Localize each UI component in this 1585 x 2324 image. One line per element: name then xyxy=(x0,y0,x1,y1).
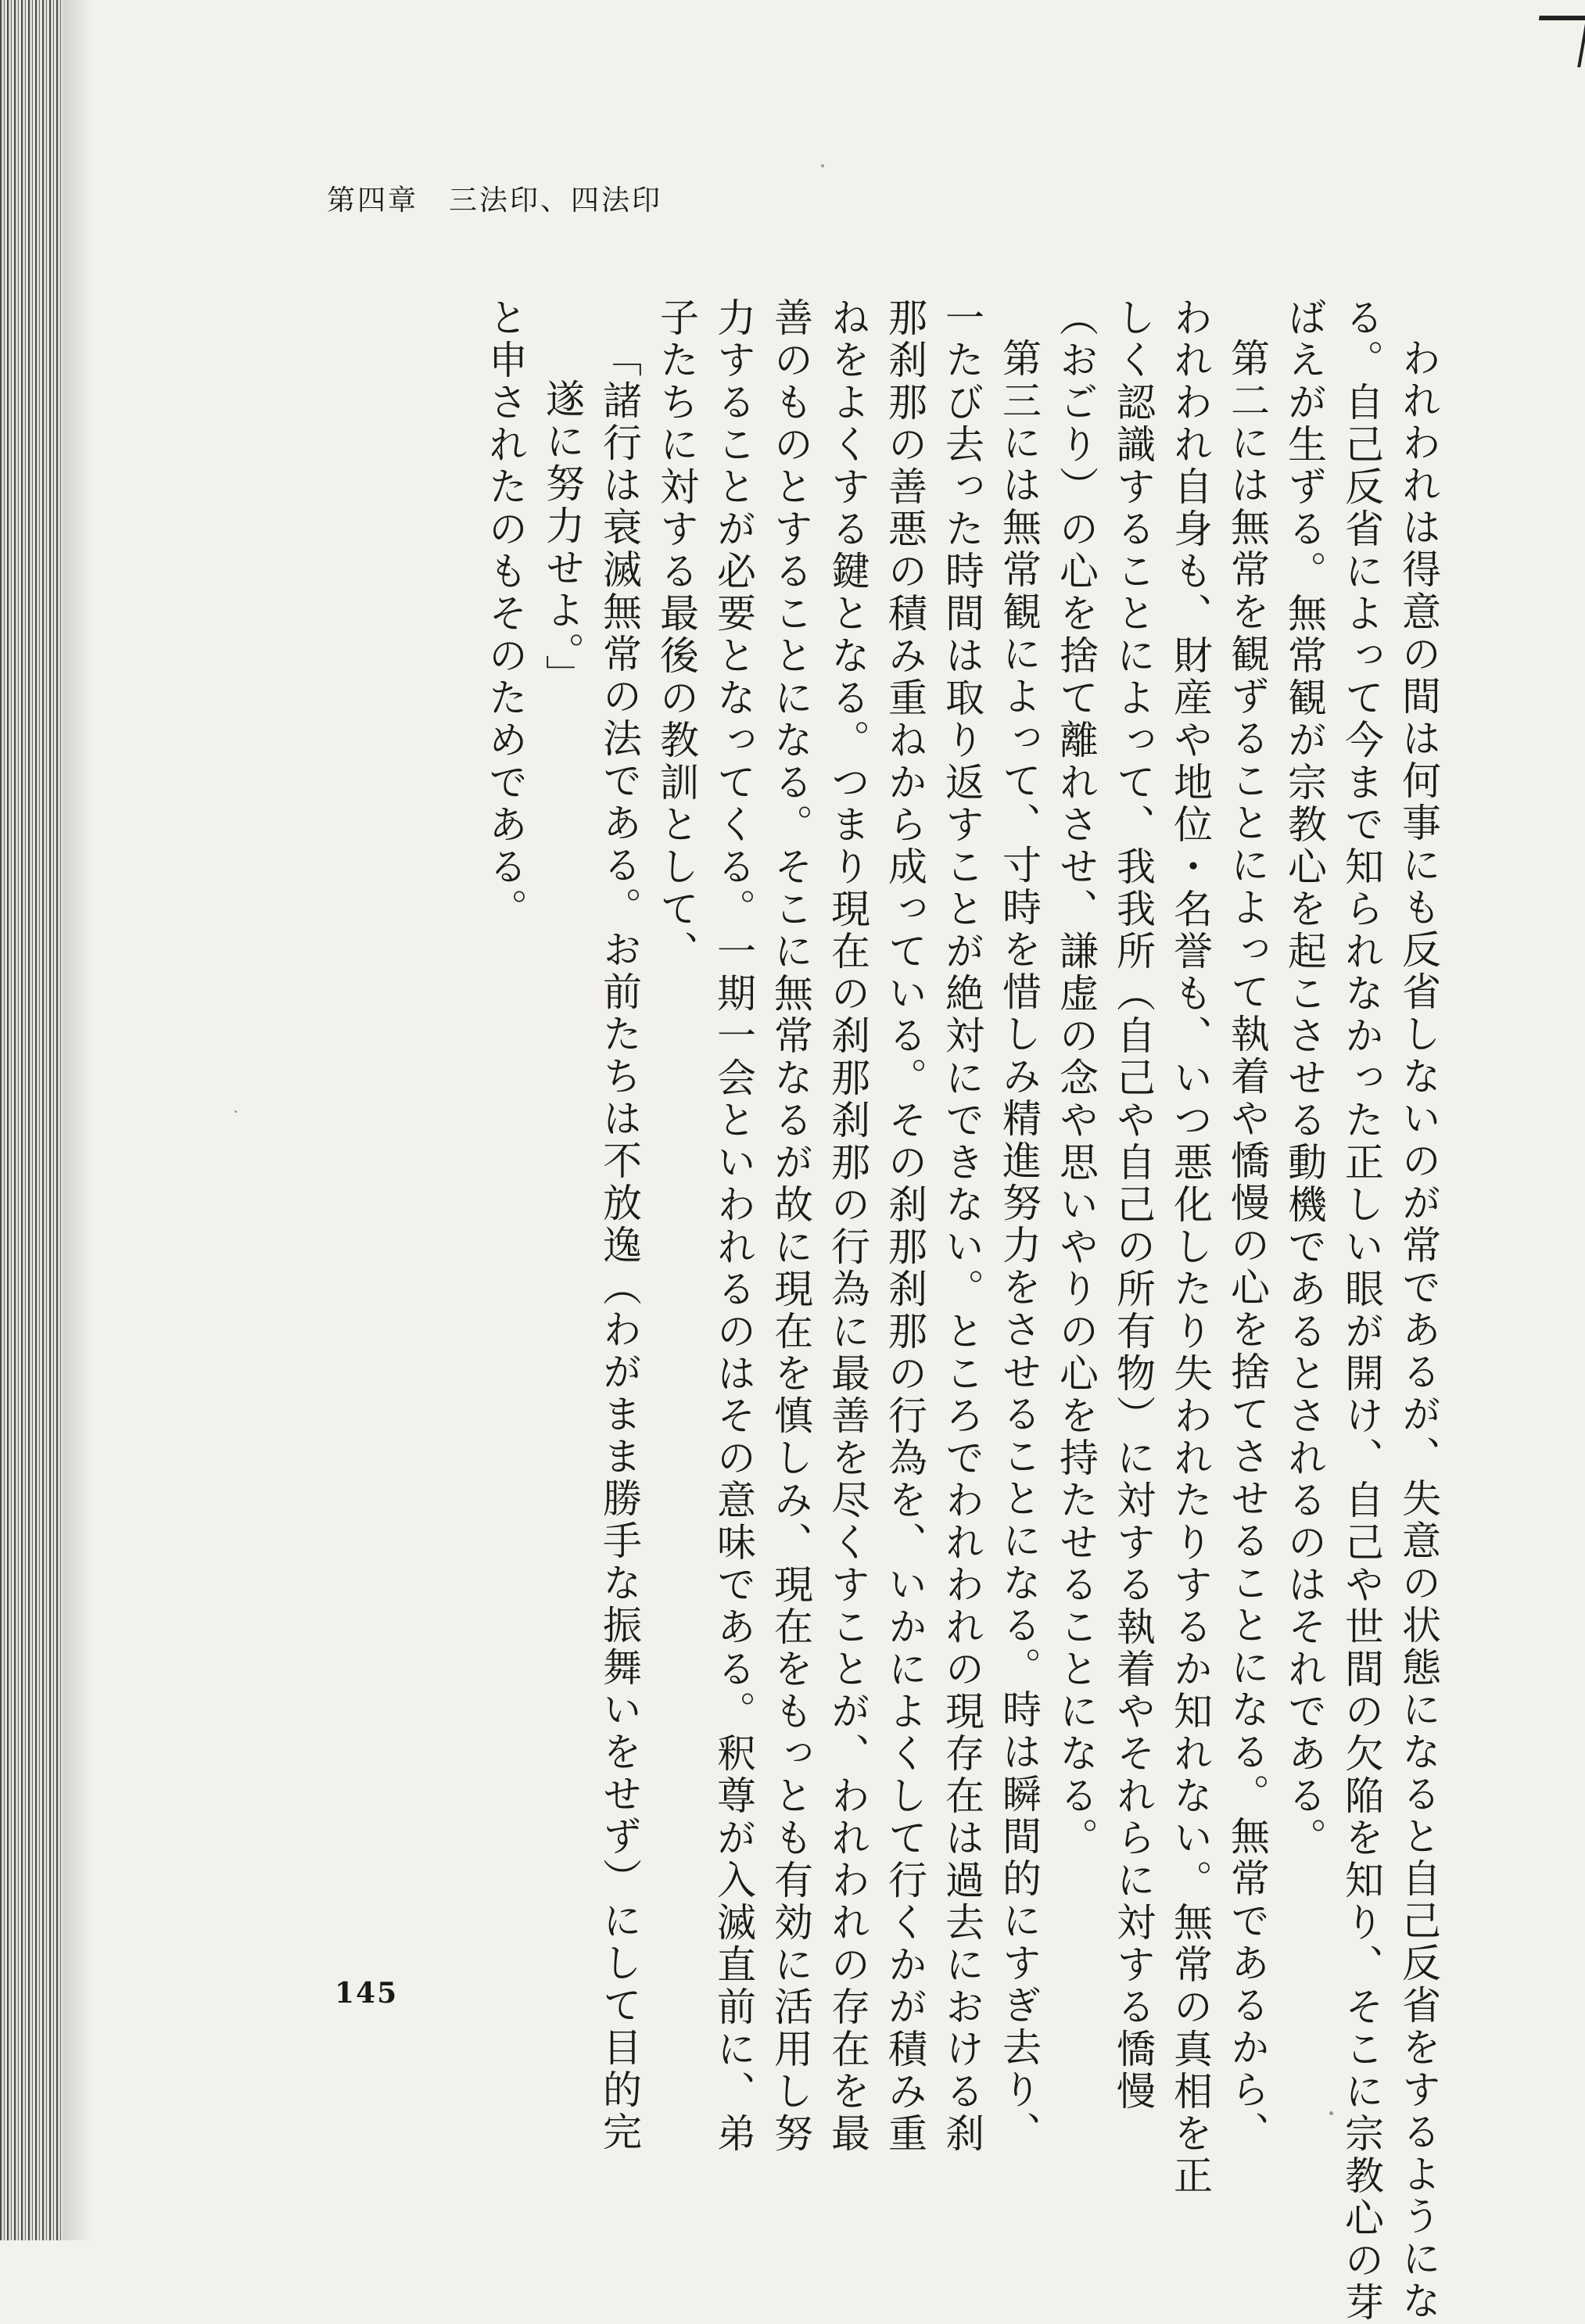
text-line: われわれ自身も、財産や地位・名誉も、いつ悪化したり失われたりするか知れない。無常の真相を正 xyxy=(1167,297,1213,2197)
text-line: 「諸行は衰滅無常の法である。お前たちは不放逸（わがまま勝手な振舞いをせず）にして目的完 xyxy=(597,338,642,2154)
text-line: 第二には無常を観ずることによって執着や憍慢の心を捨てさせることになる。無常であるから、 xyxy=(1225,338,1270,2154)
scan-speck xyxy=(821,164,824,167)
text-line: しく認識することによって、我我所（自己や自己の所有物）に対する執着やそれらに対する憍慢 xyxy=(1110,297,1156,2113)
text-line: 一たび去った時間は取り返すことが絶対にできない。ところでわれわれの現存在は過去における刹 xyxy=(939,297,984,2155)
text-line: ねをよくする鍵となる。つまり現在の刹那刹那の行為に最善を尽くすことが、われわれの存在を最 xyxy=(825,297,870,2155)
running-head: 第四章 三法印、四法印 xyxy=(327,185,663,217)
text-line: 遂に努力せよ。」 xyxy=(540,378,585,697)
text-line: われわれは得意の間は何事にも反省しないのが常であるが、失意の状態になると自己反省をするようにな xyxy=(1396,338,1441,2322)
page-number: 145 xyxy=(335,1977,399,2010)
text-line: 力することが必要となってくる。一期一会といわれるのはその意味である。釈尊が入滅直前に、弟 xyxy=(711,297,756,2155)
page-corner-mark xyxy=(1530,16,1585,67)
text-line: ばえが生ずる。無常観が宗教心を起こさせる動機であるとされるのはそれである。 xyxy=(1282,297,1327,1860)
text-line: 子たちに対する最後の教訓として、 xyxy=(654,297,699,973)
text-line: 那刹那の善悪の積み重ねから成っている。その刹那刹那の行為を、いかによくして行くかが積み重 xyxy=(882,297,927,2155)
text-line: 第三には無常観によって、寸時を惜しみ精進努力をさせることになる。時は瞬間的にすぎ去り、 xyxy=(996,338,1042,2154)
scan-speck xyxy=(1329,2111,1333,2115)
text-line: る。自己反省によって今まで知られなかった正しい眼が開け、自己や世間の欠陥を知り、そこに宗教心の芽 xyxy=(1339,297,1384,2324)
scan-speck xyxy=(235,1110,237,1113)
text-line: （おごり）の心を捨て離れさせ、謙虚の念や思いやりの心を持たせることになる。 xyxy=(1053,297,1099,1860)
text-line: 善のものとすることになる。そこに無常なるが故に現在を慎しみ、現在をもっとも有効に活用し努 xyxy=(768,297,813,2155)
text-line: と申されたのもそのためである。 xyxy=(482,297,528,931)
gutter-shadow xyxy=(63,0,94,2240)
book-binding-gutter xyxy=(0,0,63,2240)
